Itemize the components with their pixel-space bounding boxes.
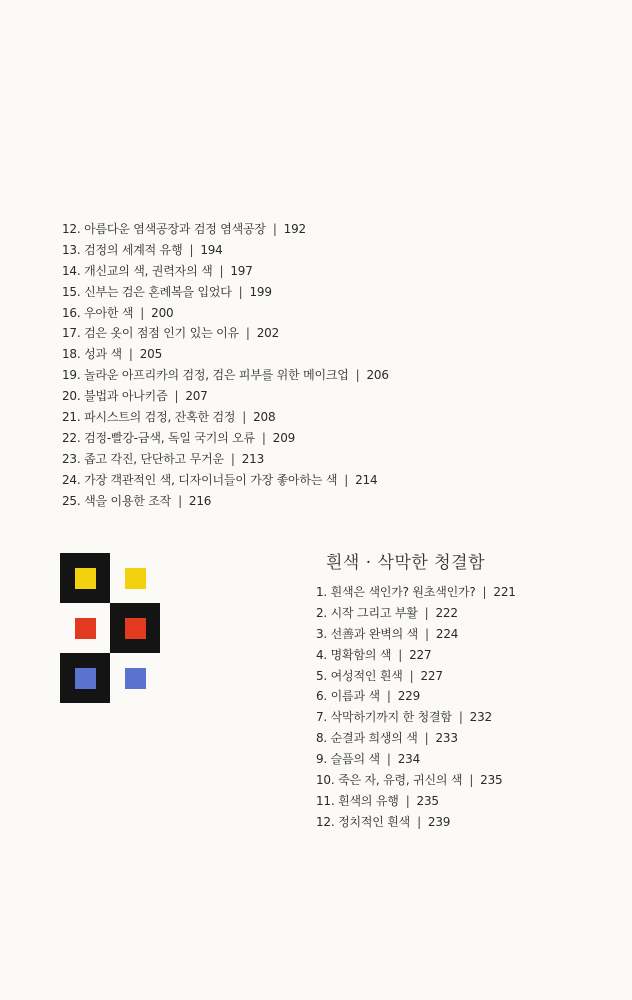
toc-separator: | <box>219 263 224 278</box>
toc-entry <box>62 407 389 428</box>
toc-separator: | <box>189 242 194 257</box>
toc-entry-title: 22. 검정-빨강-금색, 독일 국기의 오류 <box>62 430 255 445</box>
toc-list-white <box>316 582 516 833</box>
toc-entry-title: 12. 정치적인 흰색 <box>316 814 411 829</box>
toc-entry-title: 7. 삭막하기까지 한 청결함 <box>316 710 452 725</box>
toc-separator: | <box>469 773 474 788</box>
toc-separator: | <box>242 410 247 425</box>
toc-entry <box>62 365 389 386</box>
toc-separator: | <box>417 814 421 829</box>
toc-entry <box>316 666 516 687</box>
toc-entry-title: 19. 놀라운 아프리카의 검정, 검은 피부를 위한 메이크업 <box>62 368 349 383</box>
toc-separator: | <box>140 305 145 320</box>
toc-entry <box>316 603 516 624</box>
toc-entry-title: 16. 우아한 색 <box>62 305 134 320</box>
red-square <box>75 618 96 639</box>
toc-separator: | <box>230 451 235 466</box>
yellow-square <box>125 568 146 589</box>
toc-page-number: 208 <box>253 410 276 425</box>
toc-page-number: 227 <box>420 668 443 683</box>
toc-entry-title: 2. 시작 그리고 부활 <box>316 605 418 620</box>
toc-entry <box>316 624 516 645</box>
section-title-white: 흰색 · 삭막한 청결함 <box>326 553 485 573</box>
toc-separator: | <box>405 793 410 808</box>
toc-entry <box>62 303 389 324</box>
toc-entry <box>316 749 516 770</box>
toc-entry-title: 15. 신부는 검은 혼례복을 입었다 <box>62 284 232 299</box>
toc-page-number: 224 <box>435 626 459 641</box>
toc-entry-title: 5. 여성적인 흰색 <box>316 668 403 683</box>
toc-page-number: 200 <box>151 305 174 320</box>
toc-page-number: 199 <box>249 284 272 299</box>
toc-entry <box>62 219 389 240</box>
yellow-square <box>75 568 96 589</box>
toc-entry-title: 8. 순결과 희생의 색 <box>316 731 418 746</box>
toc-separator: | <box>355 368 360 383</box>
toc-entry-title: 1. 흰색은 색인가? 원초색인가? <box>316 585 476 599</box>
toc-page-number: 205 <box>139 347 163 362</box>
color-checker-graphic <box>60 553 160 703</box>
toc-separator: | <box>245 326 250 341</box>
toc-separator: | <box>425 626 429 641</box>
toc-entry <box>316 728 516 749</box>
toc-entry <box>62 491 389 512</box>
toc-entry-title: 25. 색을 이용한 조작 <box>62 493 172 508</box>
toc-page-number: 216 <box>188 493 212 508</box>
toc-entry <box>62 323 389 344</box>
red-square <box>125 618 146 639</box>
toc-entry-title: 23. 좁고 각진, 단단하고 무거운 <box>62 451 224 466</box>
toc-separator: | <box>128 347 133 362</box>
toc-page-number: 232 <box>469 710 492 725</box>
toc-page-number: 229 <box>397 689 421 704</box>
toc-entry-title: 17. 검은 옷이 점점 인기 있는 이유 <box>62 326 239 341</box>
blue-square <box>75 668 96 689</box>
checker-cell-white <box>110 553 160 603</box>
toc-separator: | <box>386 752 391 767</box>
toc-entry-title: 12. 아름다운 염색공장과 검정 염색공장 <box>62 222 266 236</box>
checker-cell-black <box>60 653 110 703</box>
toc-page-number: 194 <box>200 242 223 257</box>
toc-page-number: 197 <box>230 263 253 278</box>
toc-page-number: 209 <box>272 430 296 445</box>
checker-cell-white <box>60 603 110 653</box>
toc-page-number: 213 <box>241 451 265 466</box>
toc-entry <box>62 449 389 470</box>
toc-entry-title: 3. 선善과 완벽의 색 <box>316 626 419 641</box>
toc-entry <box>316 812 516 833</box>
toc-entry <box>316 707 516 728</box>
checker-cell-black <box>110 603 160 653</box>
toc-page-number: 214 <box>355 472 378 487</box>
toc-entry-title: 10. 죽은 자, 유령, 귀신의 색 <box>316 773 463 788</box>
toc-page-number: 235 <box>480 773 503 788</box>
toc-entry-title: 13. 검정의 세계적 유행 <box>62 242 183 257</box>
toc-entry-title: 11. 흰색의 유행 <box>316 793 399 808</box>
toc-page-number: 239 <box>427 814 451 829</box>
toc-page-number: 233 <box>435 731 458 746</box>
toc-page-number: 192 <box>283 222 306 236</box>
toc-separator: | <box>458 710 463 725</box>
toc-entry-title: 20. 불법과 아나키즘 <box>62 389 168 404</box>
toc-entry <box>62 282 389 303</box>
toc-page-number: 207 <box>185 389 208 404</box>
toc-separator: | <box>482 585 487 599</box>
toc-separator: | <box>409 668 414 683</box>
toc-page-number: 202 <box>256 326 280 341</box>
toc-entry <box>316 791 516 812</box>
toc-page-number: 222 <box>435 605 458 620</box>
toc-page-number: 227 <box>409 647 432 662</box>
toc-entry-title: 24. 가장 객관적인 색, 디자이너들이 가장 좋아하는 색 <box>62 472 338 487</box>
toc-entry <box>62 386 389 407</box>
toc-page-number: 221 <box>493 585 516 599</box>
toc-separator: | <box>261 430 266 445</box>
toc-entry <box>316 686 516 707</box>
toc-entry <box>316 645 516 666</box>
toc-page-number: 235 <box>416 793 439 808</box>
toc-entry <box>62 470 389 491</box>
toc-entry <box>62 428 389 449</box>
toc-entry-title: 6. 이름과 색 <box>316 689 380 704</box>
toc-entry-title: 21. 파시스트의 검정, 잔혹한 검정 <box>62 410 236 425</box>
toc-separator: | <box>424 605 429 620</box>
toc-separator: | <box>424 731 429 746</box>
toc-separator: | <box>178 493 182 508</box>
toc-separator: | <box>344 472 349 487</box>
toc-entry-title: 4. 명확함의 색 <box>316 647 392 662</box>
toc-page-number: 234 <box>397 752 421 767</box>
toc-list-black-continued <box>62 219 389 511</box>
toc-entry <box>62 344 389 365</box>
toc-page-number: 206 <box>366 368 389 383</box>
toc-separator: | <box>386 689 391 704</box>
toc-entry-title: 18. 성과 색 <box>62 347 122 362</box>
toc-entry-title: 9. 슬픔의 색 <box>316 752 380 767</box>
blue-square <box>125 668 146 689</box>
toc-separator: | <box>398 647 403 662</box>
checker-cell-black <box>60 553 110 603</box>
toc-separator: | <box>272 222 277 236</box>
toc-separator: | <box>238 284 243 299</box>
toc-entry-title: 14. 개신교의 색, 권력자의 색 <box>62 263 213 278</box>
checker-cell-white <box>110 653 160 703</box>
toc-entry <box>62 261 389 282</box>
toc-entry <box>316 770 516 791</box>
toc-separator: | <box>174 389 179 404</box>
toc-entry <box>62 240 389 261</box>
toc-entry <box>316 582 516 603</box>
